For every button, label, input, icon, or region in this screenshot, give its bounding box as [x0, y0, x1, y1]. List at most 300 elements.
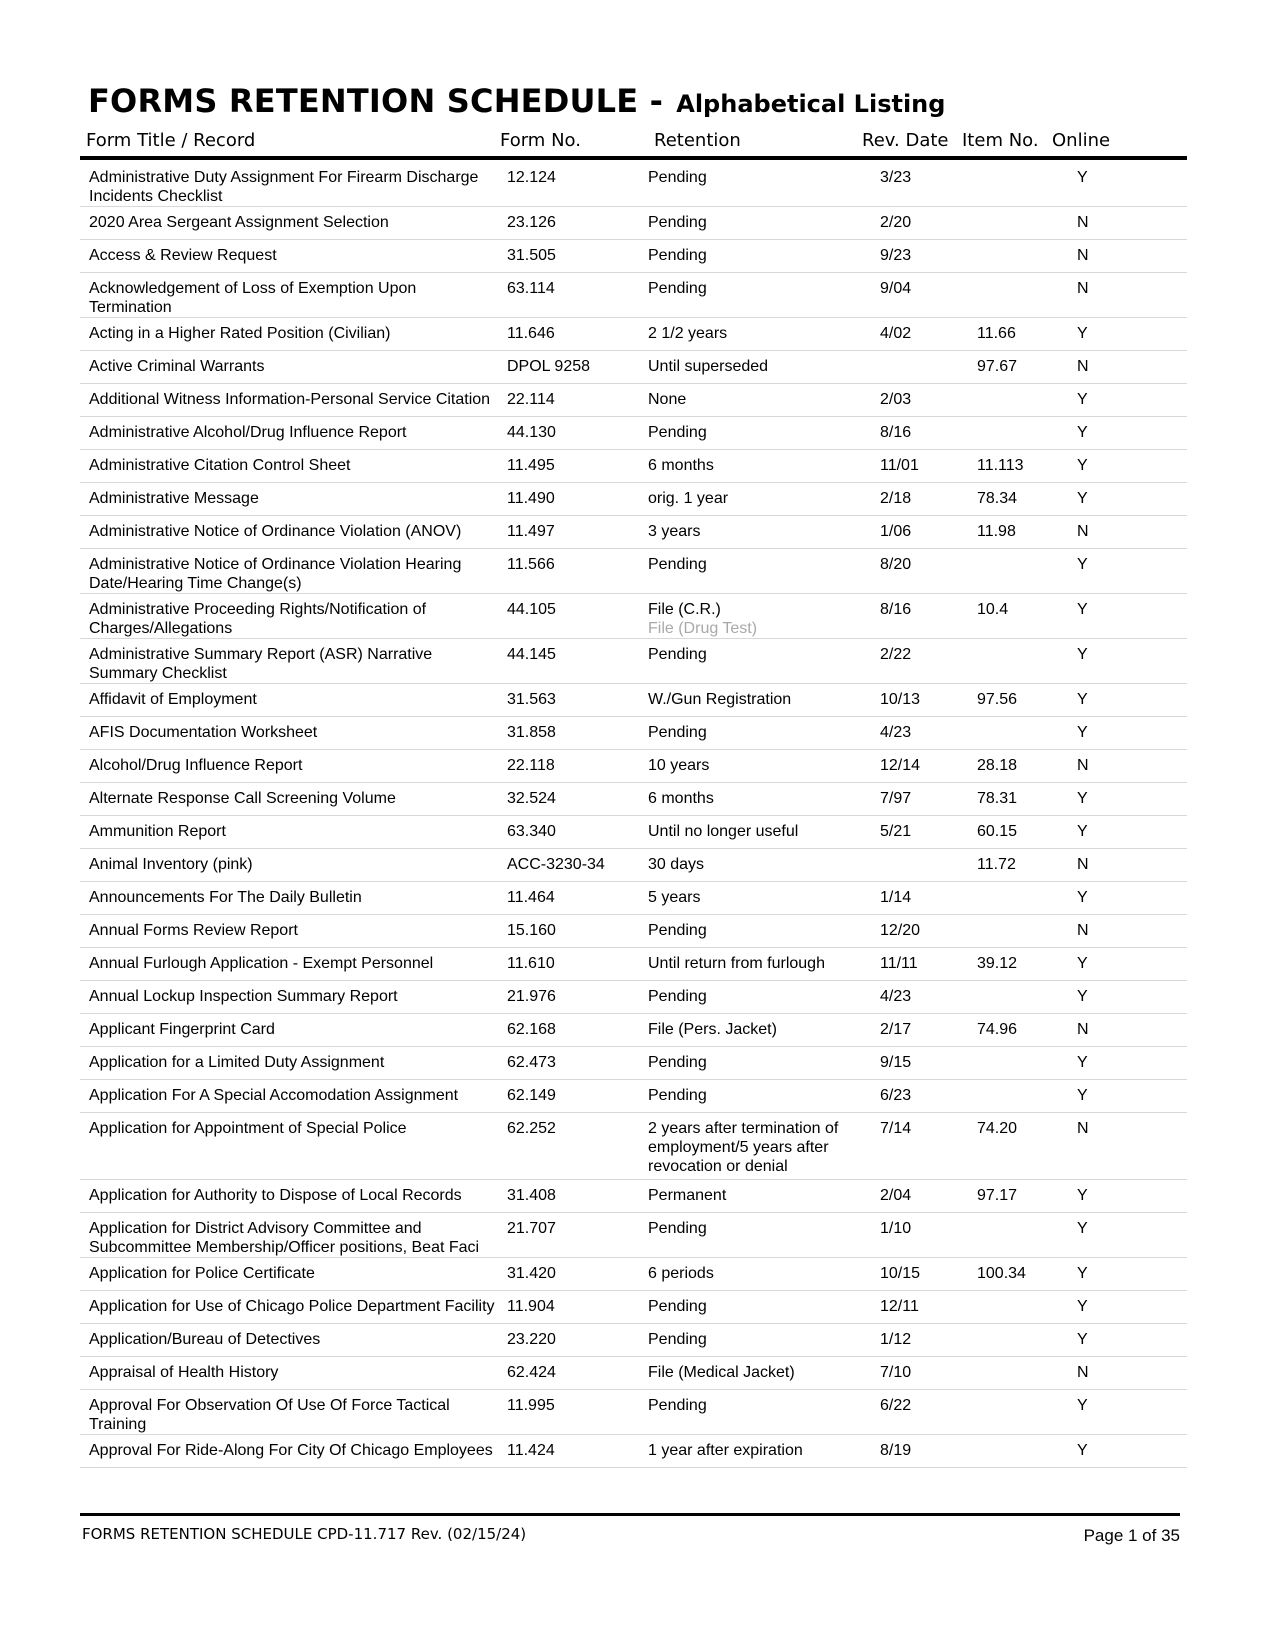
rev-date-cell-text: 12/20: [880, 922, 921, 939]
rev-date-cell-text: 7/14: [880, 1120, 912, 1137]
rev-date-cell: [873, 816, 968, 849]
table-row: [80, 816, 1187, 849]
online-cell: [1071, 417, 1187, 450]
rev-date-cell: [873, 1324, 968, 1357]
form-number-cell-text: 11.610: [507, 955, 555, 972]
item-number-cell: [968, 450, 1071, 483]
rev-date-cell: [873, 273, 968, 318]
item-number-cell: [968, 1213, 1071, 1258]
retention-cell: [642, 816, 873, 849]
title-subtitle: Alphabetical Listing: [676, 90, 946, 118]
retention-cell-text: 5 years: [648, 889, 701, 906]
rev-date-cell-text: 7/10: [880, 1364, 912, 1381]
table-row: [80, 384, 1187, 417]
online-cell: [1071, 1047, 1187, 1080]
rev-date-cell-text: 1/12: [880, 1331, 912, 1348]
form-title-cell-text: Approval For Ride-Along For City Of Chicago Employees: [89, 1442, 493, 1459]
form-number-cell-text: 44.145: [507, 646, 556, 663]
retention-cell-text: File (Medical Jacket): [648, 1364, 795, 1381]
retention-cell: [642, 915, 873, 948]
online-cell-text: Y: [1077, 889, 1088, 906]
form-number-cell: [498, 1180, 642, 1213]
table-row: [80, 849, 1187, 882]
table-row: [80, 483, 1187, 516]
forms-table-body: [80, 162, 1187, 1468]
form-number-cell-text: ACC-3230-34: [507, 856, 605, 873]
rev-date-cell: [873, 384, 968, 417]
item-number-cell-text: 39.12: [977, 955, 1018, 972]
form-number-cell: [498, 318, 642, 351]
retention-cell: [642, 1113, 873, 1180]
form-number-cell: [498, 516, 642, 549]
rev-date-cell-text: 9/15: [880, 1054, 912, 1071]
retention-cell: [642, 384, 873, 417]
rev-date-cell-text: 1/14: [880, 889, 912, 906]
online-cell: [1071, 1357, 1187, 1390]
form-number-cell-text: 15.160: [507, 922, 556, 939]
header-divider: [80, 156, 1187, 160]
retention-cell-text: 6 periods: [648, 1265, 714, 1282]
form-title-cell-text: Application for District Advisory Committee and Subcommittee Membership/Officer positions, Beat Faci: [89, 1220, 480, 1256]
item-number-cell: [968, 717, 1071, 750]
online-cell: [1071, 1390, 1187, 1435]
form-number-cell-text: 11.497: [507, 523, 555, 540]
online-cell-text: Y: [1077, 1220, 1088, 1237]
rev-date-cell-text: 2/22: [880, 646, 912, 663]
form-title-cell-text: Application for Police Certificate: [89, 1265, 315, 1282]
form-number-cell: [498, 816, 642, 849]
online-cell-text: N: [1077, 247, 1089, 264]
form-title-cell: [80, 717, 498, 750]
retention-cell: [642, 162, 873, 207]
form-title-cell-text: Alcohol/Drug Influence Report: [89, 757, 303, 774]
online-cell-text: N: [1077, 1364, 1089, 1381]
table-row: [80, 1014, 1187, 1047]
item-number-cell: [968, 1435, 1071, 1468]
online-cell-text: N: [1077, 1120, 1089, 1137]
table-row: [80, 750, 1187, 783]
rev-date-cell: [873, 684, 968, 717]
item-number-cell: [968, 384, 1071, 417]
form-title-cell: [80, 1291, 498, 1324]
retention-cell: [642, 1213, 873, 1258]
column-header-item-no: Item No.: [962, 130, 1039, 151]
online-cell: [1071, 1180, 1187, 1213]
form-title-cell-text: Additional Witness Information-Personal Service Citation: [89, 391, 491, 408]
online-cell: [1071, 981, 1187, 1014]
retention-cell-text: Until superseded: [648, 358, 769, 375]
rev-date-cell-text: 2/03: [880, 391, 912, 408]
online-cell: [1071, 240, 1187, 273]
table-row: [80, 1080, 1187, 1113]
title-main: FORMS RETENTION SCHEDULE -: [88, 82, 664, 120]
form-title-cell: [80, 1047, 498, 1080]
item-number-cell: [968, 1113, 1071, 1180]
form-title-cell-text: Alternate Response Call Screening Volume: [89, 790, 396, 807]
table-row: [80, 1047, 1187, 1080]
form-title-cell: [80, 549, 498, 594]
rev-date-cell-text: 5/21: [880, 823, 912, 840]
item-number-cell: [968, 1080, 1071, 1113]
retention-cell-text: Pending: [648, 556, 707, 573]
item-number-cell-text: 74.20: [977, 1120, 1018, 1137]
rev-date-cell: [873, 240, 968, 273]
form-title-cell: [80, 684, 498, 717]
item-number-cell: [968, 1324, 1071, 1357]
online-cell: [1071, 717, 1187, 750]
rev-date-cell: [873, 717, 968, 750]
rev-date-cell: [873, 1047, 968, 1080]
form-number-cell-text: 44.130: [507, 424, 556, 441]
item-number-cell-text: 78.31: [977, 790, 1018, 807]
form-number-cell-text: 11.646: [507, 325, 555, 342]
form-title-cell: [80, 849, 498, 882]
online-cell: [1071, 549, 1187, 594]
item-number-cell-text: 78.34: [977, 490, 1018, 507]
form-number-cell: [498, 684, 642, 717]
form-number-cell: [498, 1258, 642, 1291]
form-number-cell-text: 11.566: [507, 556, 555, 573]
rev-date-cell: [873, 783, 968, 816]
online-cell: [1071, 1258, 1187, 1291]
item-number-cell: [968, 1047, 1071, 1080]
online-cell-text: Y: [1077, 646, 1088, 663]
form-number-cell-text: 63.114: [507, 280, 555, 297]
form-title-cell: [80, 1324, 498, 1357]
column-header-title: Form Title / Record: [86, 130, 256, 151]
retention-cell: [642, 1258, 873, 1291]
item-number-cell-text: 74.96: [977, 1021, 1018, 1038]
online-cell: [1071, 1435, 1187, 1468]
rev-date-cell-text: 10/13: [880, 691, 921, 708]
rev-date-cell: [873, 1357, 968, 1390]
rev-date-cell: [873, 639, 968, 684]
form-title-cell-text: Annual Forms Review Report: [89, 922, 298, 939]
form-title-cell: [80, 240, 498, 273]
item-number-cell-text: 97.56: [977, 691, 1018, 708]
item-number-cell: [968, 1390, 1071, 1435]
column-header-retention: Retention: [654, 130, 741, 151]
table-row: [80, 207, 1187, 240]
online-cell: [1071, 594, 1187, 639]
table-row: [80, 450, 1187, 483]
item-number-cell-text: 11.72: [977, 856, 1016, 873]
retention-cell: [642, 639, 873, 684]
form-title-cell: [80, 1080, 498, 1113]
rev-date-cell: [873, 1113, 968, 1180]
form-number-cell-text: 11.495: [507, 457, 555, 474]
form-number-cell: [498, 549, 642, 594]
form-title-cell: [80, 417, 498, 450]
rev-date-cell-text: 9/23: [880, 247, 912, 264]
retention-cell-text: orig. 1 year: [648, 490, 729, 507]
retention-cell: [642, 981, 873, 1014]
retention-cell: [642, 516, 873, 549]
retention-cell: [642, 549, 873, 594]
form-number-cell-text: 31.408: [507, 1187, 556, 1204]
online-cell: [1071, 915, 1187, 948]
form-title-cell-text: 2020 Area Sergeant Assignment Selection: [89, 214, 389, 231]
retention-cell-text: 3 years: [648, 523, 701, 540]
form-number-cell-text: 23.126: [507, 214, 556, 231]
form-title-cell-text: Annual Furlough Application - Exempt Personnel: [89, 955, 434, 972]
form-title-cell-text: Ammunition Report: [89, 823, 226, 840]
form-title-cell-text: Appraisal of Health History: [89, 1364, 279, 1381]
form-title-cell-text: Active Criminal Warrants: [89, 358, 265, 375]
form-number-cell: [498, 948, 642, 981]
form-title-cell: [80, 981, 498, 1014]
table-row: [80, 1390, 1187, 1435]
item-number-cell: [968, 417, 1071, 450]
online-cell: [1071, 882, 1187, 915]
form-number-cell: [498, 1435, 642, 1468]
form-number-cell-text: 63.340: [507, 823, 556, 840]
item-number-cell: [968, 273, 1071, 318]
retention-cell-text: Pending: [648, 1087, 707, 1104]
online-cell: [1071, 450, 1187, 483]
form-title-cell: [80, 1390, 498, 1435]
online-cell-text: Y: [1077, 1087, 1088, 1104]
table-row: [80, 783, 1187, 816]
online-cell: [1071, 273, 1187, 318]
retention-cell-text: Pending: [648, 724, 707, 741]
rev-date-cell: [873, 1435, 968, 1468]
online-cell-text: Y: [1077, 556, 1088, 573]
retention-cell-text: Pending: [648, 169, 707, 186]
form-title-cell-text: Application for Authority to Dispose of Local Records: [89, 1187, 462, 1204]
form-number-cell-text: 31.505: [507, 247, 556, 264]
online-cell: [1071, 1291, 1187, 1324]
form-number-cell-text: 11.490: [507, 490, 555, 507]
rev-date-cell-text: 11/11: [880, 955, 918, 972]
form-number-cell-text: 22.118: [507, 757, 555, 774]
form-title-cell: [80, 162, 498, 207]
online-cell-text: Y: [1077, 1397, 1088, 1414]
form-title-cell-text: Administrative Notice of Ordinance Violation (ANOV): [89, 523, 462, 540]
online-cell-text: N: [1077, 358, 1089, 375]
form-number-cell-text: 12.124: [507, 169, 556, 186]
table-row: [80, 1213, 1187, 1258]
rev-date-cell: [873, 549, 968, 594]
form-number-cell: [498, 849, 642, 882]
retention-cell-text: Until no longer useful: [648, 823, 799, 840]
retention-cell: [642, 684, 873, 717]
rev-date-cell: [873, 417, 968, 450]
rev-date-cell-text: 2/04: [880, 1187, 912, 1204]
form-number-cell-text: 11.995: [507, 1397, 555, 1414]
form-number-cell: [498, 717, 642, 750]
table-row: [80, 273, 1187, 318]
form-title-cell: [80, 1113, 498, 1180]
online-cell-text: Y: [1077, 424, 1088, 441]
online-cell-text: Y: [1077, 169, 1088, 186]
form-number-cell: [498, 639, 642, 684]
online-cell-text: Y: [1077, 1442, 1088, 1459]
form-title-cell: [80, 948, 498, 981]
form-number-cell: [498, 783, 642, 816]
form-title-cell-text: Administrative Notice of Ordinance Violation Hearing Date/Hearing Time Change(s): [89, 556, 462, 592]
rev-date-cell: [873, 1014, 968, 1047]
form-number-cell: [498, 384, 642, 417]
form-title-cell: [80, 783, 498, 816]
table-row: [80, 684, 1187, 717]
form-number-cell-text: 44.105: [507, 601, 556, 618]
form-title-cell-text: Announcements For The Daily Bulletin: [89, 889, 362, 906]
table-row: [80, 318, 1187, 351]
table-row: [80, 516, 1187, 549]
rev-date-cell: [873, 849, 968, 882]
form-number-cell: [498, 1213, 642, 1258]
online-cell: [1071, 1014, 1187, 1047]
form-number-cell: [498, 882, 642, 915]
table-row: [80, 882, 1187, 915]
item-number-cell: [968, 915, 1071, 948]
retention-cell-text: 6 months: [648, 457, 714, 474]
retention-cell: [642, 273, 873, 318]
retention-cell-text: Pending: [648, 1331, 707, 1348]
column-header-rev-date: Rev. Date: [862, 130, 949, 151]
item-number-cell: [968, 639, 1071, 684]
retention-cell: [642, 1435, 873, 1468]
form-number-cell: [498, 1080, 642, 1113]
retention-cell-text: Pending: [648, 1298, 707, 1315]
retention-cell-text: Until return from furlough: [648, 955, 825, 972]
item-number-cell: [968, 816, 1071, 849]
table-row: [80, 417, 1187, 450]
rev-date-cell: [873, 981, 968, 1014]
form-title-cell: [80, 1435, 498, 1468]
form-number-cell: [498, 450, 642, 483]
retention-cell-text: 6 months: [648, 790, 714, 807]
form-title-cell: [80, 1258, 498, 1291]
rev-date-cell-text: 2/18: [880, 490, 912, 507]
form-number-cell: [498, 1324, 642, 1357]
rev-date-cell: [873, 516, 968, 549]
form-number-cell-text: 31.563: [507, 691, 556, 708]
online-cell: [1071, 750, 1187, 783]
retention-cell-text: Pending: [648, 214, 707, 231]
forms-table: [80, 162, 1187, 1468]
form-title-cell: [80, 351, 498, 384]
retention-cell-text: Pending: [648, 424, 707, 441]
online-cell-text: N: [1077, 1021, 1089, 1038]
item-number-cell-text: 60.15: [977, 823, 1018, 840]
retention-cell: [642, 351, 873, 384]
online-cell: [1071, 483, 1187, 516]
table-row: [80, 240, 1187, 273]
online-cell-text: Y: [1077, 1331, 1088, 1348]
online-cell-text: Y: [1077, 724, 1088, 741]
retention-cell-text: 1 year after expiration: [648, 1442, 803, 1459]
form-title-cell-text: Administrative Citation Control Sheet: [89, 457, 351, 474]
rev-date-cell-text: 1/10: [880, 1220, 912, 1237]
online-cell-text: Y: [1077, 601, 1088, 618]
item-number-cell: [968, 750, 1071, 783]
rev-date-cell-text: 9/04: [880, 280, 912, 297]
rev-date-cell-text: 4/23: [880, 724, 912, 741]
retention-cell: [642, 882, 873, 915]
form-title-cell: [80, 516, 498, 549]
online-cell: [1071, 849, 1187, 882]
item-number-cell-text: 11.98: [977, 523, 1016, 540]
online-cell-text: Y: [1077, 490, 1088, 507]
online-cell-text: N: [1077, 922, 1089, 939]
online-cell-text: N: [1077, 523, 1089, 540]
table-row: [80, 1435, 1187, 1468]
column-header-online: Online: [1052, 130, 1111, 151]
table-row: [80, 549, 1187, 594]
item-number-cell: [968, 981, 1071, 1014]
rev-date-cell-text: 6/22: [880, 1397, 912, 1414]
form-title-cell-text: Acting in a Higher Rated Position (Civilian): [89, 325, 391, 342]
form-title-cell: [80, 207, 498, 240]
table-row: [80, 1113, 1187, 1180]
item-number-cell: [968, 849, 1071, 882]
rev-date-cell-text: 4/23: [880, 988, 912, 1005]
online-cell: [1071, 948, 1187, 981]
retention-cell: [642, 207, 873, 240]
form-number-cell-text: 62.473: [507, 1054, 556, 1071]
item-number-cell: [968, 594, 1071, 639]
item-number-cell-text: 11.66: [977, 325, 1016, 342]
item-number-cell: [968, 351, 1071, 384]
rev-date-cell: [873, 162, 968, 207]
online-cell-text: N: [1077, 757, 1089, 774]
rev-date-cell-text: 8/19: [880, 1442, 912, 1459]
online-cell-text: Y: [1077, 1265, 1088, 1282]
table-row: [80, 639, 1187, 684]
retention-cell-text: Pending: [648, 922, 707, 939]
rev-date-cell: [873, 1390, 968, 1435]
rev-date-cell-text: 10/15: [880, 1265, 921, 1282]
retention-cell: [642, 1047, 873, 1080]
item-number-cell: [968, 483, 1071, 516]
form-number-cell: [498, 1014, 642, 1047]
retention-cell-text: Pending: [648, 1397, 707, 1414]
table-row: [80, 162, 1187, 207]
online-cell-text: Y: [1077, 790, 1088, 807]
retention-cell: [642, 750, 873, 783]
rev-date-cell: [873, 1080, 968, 1113]
form-title-cell: [80, 594, 498, 639]
table-row: [80, 948, 1187, 981]
form-number-cell-text: 21.976: [507, 988, 556, 1005]
form-title-cell-text: Administrative Alcohol/Drug Influence Report: [89, 424, 407, 441]
item-number-cell-text: 100.34: [977, 1265, 1026, 1282]
table-row: [80, 1324, 1187, 1357]
rev-date-cell: [873, 1213, 968, 1258]
retention-cell-text: Pending: [648, 1220, 707, 1237]
form-title-cell: [80, 1213, 498, 1258]
form-number-cell: [498, 981, 642, 1014]
rev-date-cell: [873, 594, 968, 639]
form-number-cell-text: 22.114: [507, 391, 555, 408]
item-number-cell: [968, 240, 1071, 273]
retention-cell-text: File (C.R.): [648, 601, 721, 618]
form-title-cell-text: Access & Review Request: [89, 247, 277, 264]
form-title-cell: [80, 639, 498, 684]
retention-cell: [642, 1357, 873, 1390]
form-title-cell: [80, 1180, 498, 1213]
retention-cell: [642, 483, 873, 516]
online-cell-text: N: [1077, 280, 1089, 297]
retention-cell-text: Pending: [648, 280, 707, 297]
footer-document-id: FORMS RETENTION SCHEDULE CPD-11.717 Rev. (02/15/24): [82, 1525, 527, 1543]
form-title-cell-text: Applicant Fingerprint Card: [89, 1021, 275, 1038]
rev-date-cell: [873, 450, 968, 483]
retention-cell-text: 10 years: [648, 757, 710, 774]
online-cell: [1071, 384, 1187, 417]
